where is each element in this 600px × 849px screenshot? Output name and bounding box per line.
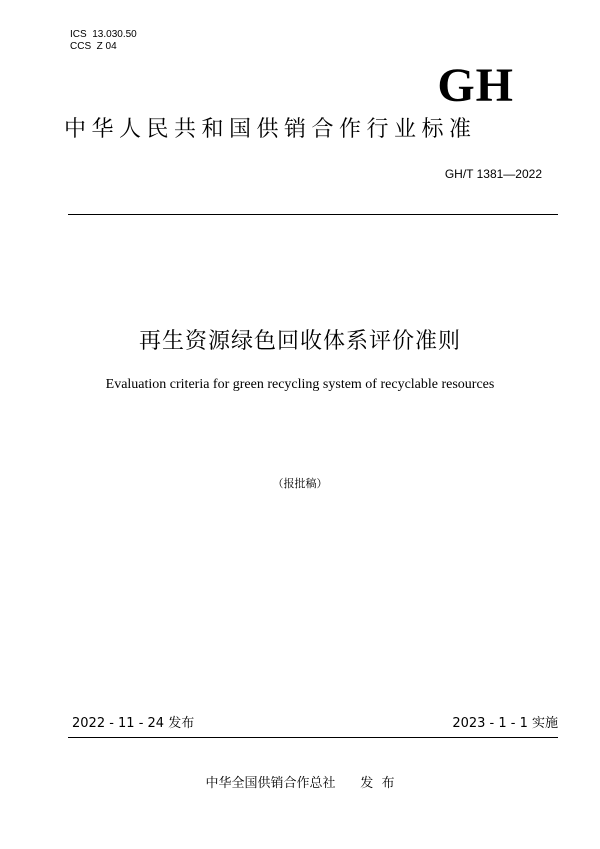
document-title-en: Evaluation criteria for green recycling system of recyclable resources xyxy=(105,377,495,392)
organization-heading: 中华人民共和国供销合作行业标准 xyxy=(64,117,477,142)
implementation-date: 2023 - 1 - 1 实施 xyxy=(452,716,558,731)
gh-logo: GH xyxy=(437,59,514,112)
draft-status: （报批稿） xyxy=(272,477,328,490)
standard-number: GH/T 1381—2022 xyxy=(444,167,542,181)
ccs-code: CCS Z 04 xyxy=(70,41,117,52)
classification-codes xyxy=(70,29,137,53)
bottom-divider xyxy=(68,737,558,738)
ics-code: ICS 13.030.50 xyxy=(70,29,137,40)
top-divider xyxy=(68,214,558,215)
publisher: 中华全国供销合作总社 发 布 xyxy=(205,776,395,791)
issue-date: 2022 - 11 - 24 发布 xyxy=(72,716,195,731)
document-title-cn: 再生资源绿色回收体系评价准则 xyxy=(138,329,461,354)
